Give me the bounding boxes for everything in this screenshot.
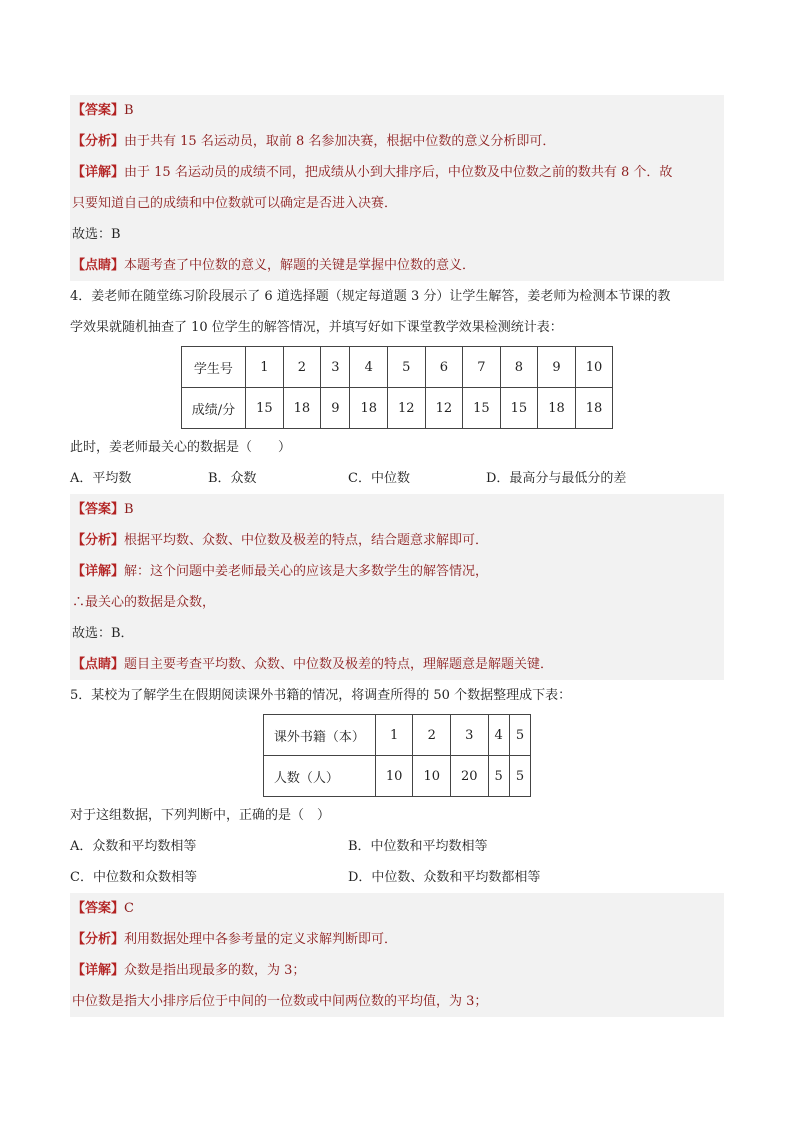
table-cell: 6 <box>425 347 463 388</box>
q4-table-wrap <box>70 343 724 432</box>
table-cell: 12 <box>425 388 463 429</box>
detail-line-cont: 中位数是指大小排序后位于中间的一位数或中间两位数的平均值，为 3； <box>72 994 488 1009</box>
table-cell: 2 <box>413 715 451 756</box>
q4-options <box>70 463 724 494</box>
table-cell: 9 <box>321 388 350 429</box>
table-header-cell: 课外书籍（本） <box>263 715 375 756</box>
option-b: B．中位数和平均数相等 <box>348 839 488 854</box>
table-cell: 1 <box>246 347 284 388</box>
answer-line: 【答案】B <box>72 502 134 517</box>
option-a: A．平均数 <box>70 471 132 486</box>
table-cell: 3 <box>321 347 350 388</box>
answer-line: 【答案】C <box>72 901 134 916</box>
table-cell: 4 <box>488 715 509 756</box>
table-cell: 20 <box>451 756 489 797</box>
option-a: A．众数和平均数相等 <box>70 839 197 854</box>
q5-stem: 5．某校为了解学生在假期阅读课外书籍的情况，将调查所得的 50 个数据整理成下表： <box>70 688 572 703</box>
table-row <box>263 715 530 756</box>
choose-line: 故选：B <box>72 227 121 242</box>
analysis-line: 【分析】利用数据处理中各参考量的定义求解判断即可． <box>72 932 398 947</box>
q5-question: 对于这组数据，下列判断中，正确的是（ ） <box>70 808 331 823</box>
table-cell: 4 <box>350 347 388 388</box>
q3-solution <box>70 95 724 281</box>
q4-solution <box>70 494 724 680</box>
table-cell: 18 <box>350 388 388 429</box>
q5-options-row1 <box>70 831 724 862</box>
table-cell: 10 <box>375 756 413 797</box>
detail-line: 【详解】众数是指出现最多的数，为 3； <box>72 963 306 978</box>
table-row <box>181 388 613 429</box>
q5-table-wrap <box>70 711 724 800</box>
table-cell: 15 <box>500 388 538 429</box>
table-header-cell: 学生号 <box>181 347 245 388</box>
detail-line-cont: 只要知道自己的成绩和中位数就可以确定是否进入决赛． <box>72 196 398 211</box>
analysis-line: 【分析】根据平均数、众数、中位数及极差的特点，结合题意求解即可． <box>72 533 489 548</box>
q4-stem-line1: 4．姜老师在随堂练习阶段展示了 6 道选择题（规定每道题 3 分）让学生解答，姜老师为检测本节课的教 <box>70 289 671 304</box>
table-cell: 1 <box>375 715 413 756</box>
table-cell: 7 <box>463 347 501 388</box>
table-cell: 9 <box>538 347 576 388</box>
option-d: D．最高分与最低分的差 <box>486 471 627 486</box>
q4-score-table <box>181 346 614 429</box>
table-cell: 12 <box>388 388 426 429</box>
table-cell: 5 <box>388 347 426 388</box>
table-cell: 15 <box>463 388 501 429</box>
q4-question: 此时，姜老师最关心的数据是（ ） <box>70 440 292 455</box>
table-header-cell: 成绩/分 <box>181 388 245 429</box>
q5-books-table <box>263 714 531 797</box>
comment-line: 【点睛】本题考查了中位数的意义，解题的关键是掌握中位数的意义． <box>72 258 476 273</box>
q5-options-row2 <box>70 862 724 893</box>
table-cell: 5 <box>488 756 509 797</box>
q5-solution <box>70 893 724 1017</box>
analysis-line: 【分析】由于共有 15 名运动员，取前 8 名参加决赛，根据中位数的意义分析即可． <box>72 134 556 149</box>
table-cell: 8 <box>500 347 538 388</box>
option-c: C．中位数 <box>348 471 410 486</box>
table-cell: 10 <box>413 756 451 797</box>
table-cell: 18 <box>575 388 613 429</box>
table-row <box>181 347 613 388</box>
table-cell: 5 <box>509 715 530 756</box>
table-cell: 10 <box>575 347 613 388</box>
option-b: B．众数 <box>208 471 257 486</box>
answer-line: 【答案】B <box>72 103 134 118</box>
option-c: C．中位数和众数相等 <box>70 870 197 885</box>
table-cell: 5 <box>509 756 530 797</box>
therefore-line: ∴最关心的数据是众数， <box>72 595 216 610</box>
table-header-cell: 人数（人） <box>263 756 375 797</box>
table-cell: 18 <box>283 388 321 429</box>
table-cell: 3 <box>451 715 489 756</box>
table-cell: 15 <box>246 388 284 429</box>
comment-line: 【点睛】题目主要考查平均数、众数、中位数及极差的特点，理解题意是解题关键． <box>72 657 554 672</box>
choose-line: 故选：B． <box>72 626 134 641</box>
table-row <box>263 756 530 797</box>
q4-stem-line2: 学效果就随机抽查了 10 位学生的解答情况，并填写好如下课堂教学效果检测统计表： <box>70 320 563 335</box>
table-cell: 2 <box>283 347 321 388</box>
detail-line: 【详解】解：这个问题中姜老师最关心的应该是大多数学生的解答情况， <box>72 564 489 579</box>
detail-line: 【详解】由于 15 名运动员的成绩不同，把成绩从小到大排序后，中位数及中位数之前的数共有 8 个．故 <box>72 165 673 180</box>
option-d: D．中位数、众数和平均数都相等 <box>348 870 541 885</box>
table-cell: 18 <box>538 388 576 429</box>
page-content <box>70 95 724 1017</box>
